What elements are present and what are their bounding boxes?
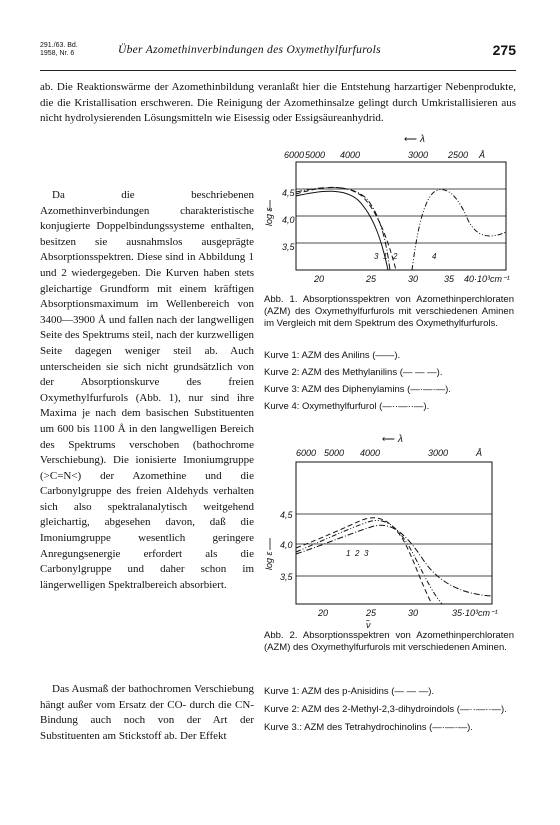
journal-reference	[40, 42, 78, 58]
running-title: Über Azomethinverbindungen des Oxymethylfurfurols	[118, 44, 381, 56]
fig2-top-tick: 4000	[360, 448, 381, 458]
fig1-top-tick: 3000	[408, 150, 429, 160]
fig2-bottom-tick: 30	[408, 608, 419, 618]
fig1-legend-item: Kurve 2: AZM des Methylanilins (— — —).	[264, 367, 443, 378]
page-number: 275	[492, 42, 516, 58]
fig2-y-tick: 3,5	[280, 572, 293, 582]
fig1-legend-item: Kurve 4: Oxymethylfurfurol (—··—··—).	[264, 401, 430, 412]
fig1-bottom-tick: 20	[314, 274, 325, 284]
paragraph-middle-text: Da die beschriebenen Azomethinverbindungen charakteristische konjugierte Doppelbindungssysteme enthalten, besitzen sie ausnahmslos ausgeprägte Absorptionsspektren. Diese sind in Abbildung 1 und 2 wiedergegeben. Die Kurven haben stets gleichartige Grundform mit einem kräftigen Absorptionsmaximum im Wellenbereich von 3400—3900 Å und fallen nach der langwelligen Seite des Spektrums steil, nach der kurzwelligen Seite dagegen weniger steil ab. Auch unterscheiden sie sich nicht grundsätzlich von der Absorptionskurve des freien Oxymethylfurfurols (Abb. 1), nur sind ihre Maxima je nach dem basischen Substituenten um 600 bis 1100 Å in den langwelligen Bereich des Spektrums verschoben (bathochrome Verschiebung). Die ionisierte Imoniumgruppe (>C=N<) der Azomethine und die Carbonylgruppe des freien Aldehyds verhalten sich also spektralanalytisch weitgehend gleichartig, abgesehen davon, daß die Imoniumgruppe wesentlich geringere Anregungsenergie erfordert als die Carbonylgruppe und daher schon im längerwelligen Spektralbereich absorbiert.	[40, 189, 254, 591]
fig1-top-tick: 5000	[305, 150, 326, 160]
fig1-caption-title: Abb. 1.	[264, 294, 298, 305]
fig1-legend	[264, 350, 514, 413]
fig2-curve-label: 2	[355, 549, 360, 558]
figure-1-plot	[262, 130, 514, 290]
fig2-caption-text: Absorptionsspektren von Azomethinperchloraten (AZM) des Oxymethylfurfurols mit verschiedenen Aminen.	[264, 630, 514, 653]
fig2-curve-3	[296, 525, 492, 596]
fig1-bottom-tick: 40·10³cm⁻¹	[464, 274, 510, 284]
fig2-bottom-tick: 25	[366, 608, 377, 618]
fig1-caption-text: Absorptionsspektren von Azomethinperchloraten (AZM) des Oxymethylfurfurols mit verschiedenen Aminen im Vergleich mit dem Spektrum des Oxymethylfurfurols.	[264, 294, 514, 329]
fig2-curve-label: 1	[346, 549, 351, 558]
fig2-y-tick: 4,5	[280, 510, 293, 520]
fig2-curve-2	[296, 520, 442, 604]
fig1-curve-label: 2	[393, 252, 398, 261]
fig2-frame	[296, 462, 492, 604]
fig2-top-tick: Å	[476, 448, 483, 458]
fig1-top-tick: 2500	[448, 150, 469, 160]
figure-2-caption	[264, 630, 514, 654]
figure-1	[262, 130, 514, 290]
fig1-legend-item: Kurve 3: AZM des Diphenylamins (—·—·—).	[264, 384, 451, 395]
fig1-y-tick: 4,0	[282, 215, 295, 225]
page-header	[40, 40, 516, 71]
fig1-bottom-tick: 30	[408, 274, 419, 284]
fig2-top-tick: 5000	[324, 448, 345, 458]
fig1-lambda: λ	[420, 134, 425, 145]
fig2-caption-title: Abb. 2.	[264, 630, 298, 641]
fig2-legend	[264, 686, 514, 734]
fig2-legend-item: Kurve 1: AZM des p-Anisidins (— — —).	[264, 686, 435, 697]
fig2-x-symbol: ν̃	[366, 620, 371, 630]
fig2-legend-item: Kurve 2: AZM des 2-Methyl-2,3-dihydroindols (—··—··—).	[264, 704, 507, 715]
paragraph-bottom	[40, 682, 254, 744]
paragraph-middle	[40, 188, 254, 593]
fig2-bottom-tick: 35·10³cm⁻¹	[452, 608, 498, 618]
fig2-legend-item: Kurve 3.: AZM des Tetrahydrochinolins (—·—·—).	[264, 722, 473, 733]
journal-volume: 291./63. Bd.	[40, 42, 78, 49]
figure-1-caption	[264, 294, 514, 330]
fig1-curve-2	[296, 188, 396, 271]
fig1-curve-label: 1	[383, 252, 388, 261]
fig2-curve-1	[296, 518, 432, 604]
paragraph-bottom-text: Das Ausmaß der bathochromen Verschiebung hängt außer vom Ersatz der CO- durch die CN-Bindung auch noch von der Art der Substituenten am Stickstoff ab. Der Effekt	[40, 683, 254, 742]
paragraph-top	[40, 80, 516, 127]
figure-2-plot	[262, 430, 514, 630]
fig1-top-tick: 4000	[340, 150, 361, 160]
fig1-curve-label: 3	[374, 252, 379, 261]
journal-issue: 1958, Nr. 6	[40, 50, 75, 57]
fig1-top-tick: Å	[479, 150, 486, 160]
fig1-arrow-glyph: ⟵	[404, 134, 417, 144]
fig1-curve-4	[412, 190, 506, 270]
fig1-y-tick: 4,5	[282, 188, 295, 198]
fig2-arrow-glyph: ⟵	[382, 434, 395, 444]
fig2-top-tick: 6000	[296, 448, 317, 458]
fig1-legend-item: Kurve 1: AZM des Anilins (——).	[264, 350, 401, 361]
fig1-bottom-tick: 35	[444, 274, 455, 284]
paragraph-top-text: ab. Die Reaktionswärme der Azomethinbildung veranlaßt hier die Entstehung harzartiger Nebenprodukte, die die Kristallisation erschweren. Die Reinigung der Azomethinsalze gelingt durch Umkristallisieren aus nicht hydrolysierenden Lösungsmitteln wie Eisessig oder Essigsäureanhydrid.	[40, 81, 516, 125]
fig2-y-label: log ε	[264, 551, 274, 570]
fig1-y-tick: 3,5	[282, 242, 295, 252]
fig1-curve-label: 4	[432, 252, 437, 261]
fig2-lambda: λ	[398, 434, 403, 445]
fig2-bottom-tick: 20	[318, 608, 329, 618]
fig2-y-tick: 4,0	[280, 540, 293, 550]
figure-2	[262, 430, 514, 630]
fig1-bottom-tick: 25	[366, 274, 377, 284]
fig2-curve-label: 3	[364, 549, 369, 558]
fig1-top-tick: 6000	[284, 150, 305, 160]
fig2-top-tick: 3000	[428, 448, 449, 458]
fig1-y-label: log ε	[264, 207, 274, 226]
